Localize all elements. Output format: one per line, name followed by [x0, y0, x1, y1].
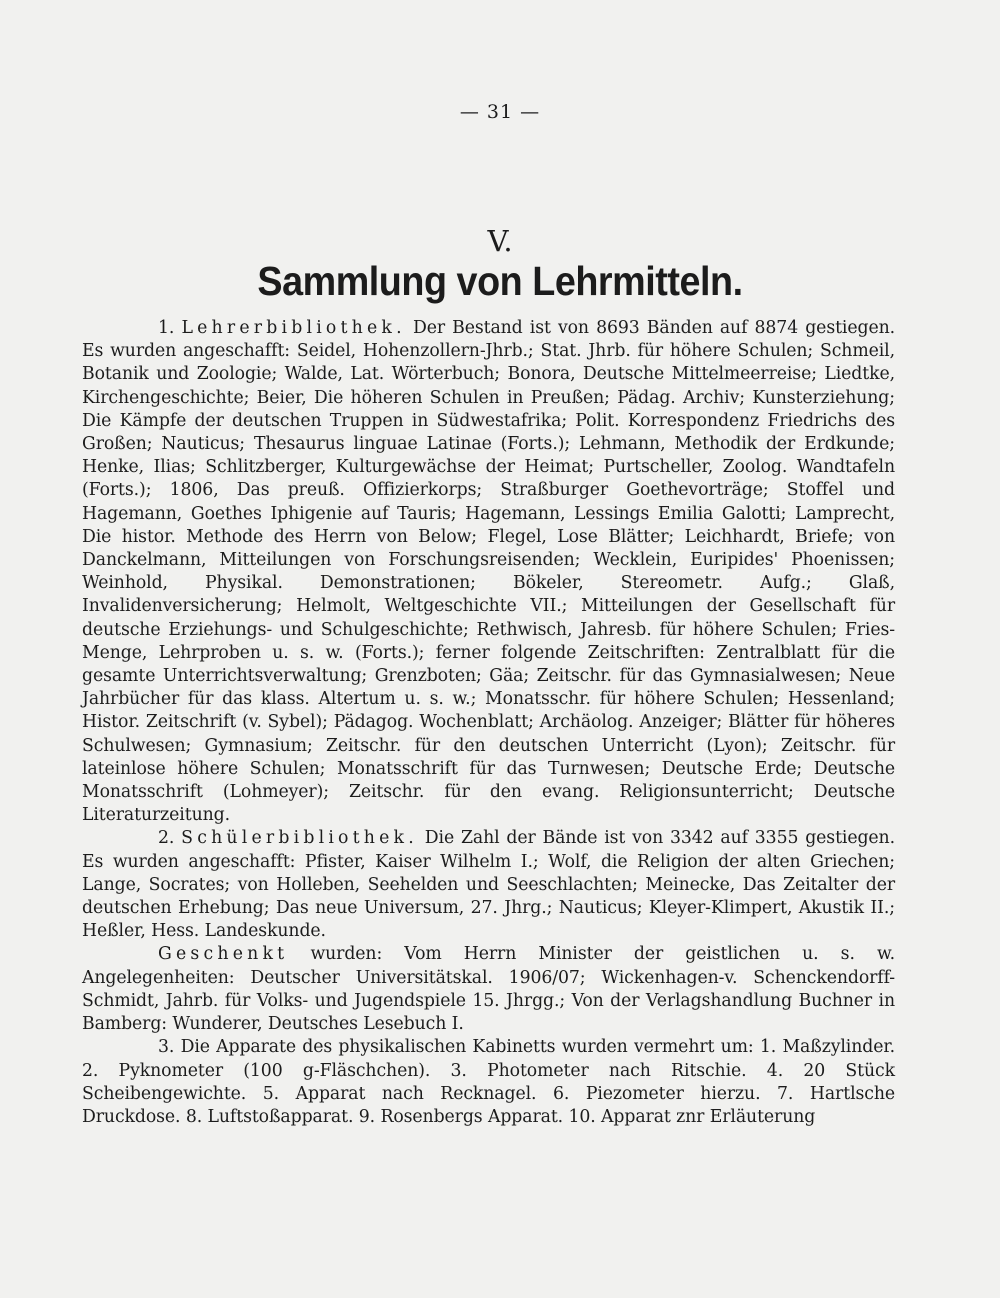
paragraph-text: Die Zahl der Bände ist von 3342 auf 3355 gestiegen. Es wurden angeschafft: Pfister, Kaiser Wilhelm I.; Wolf, die Religion der alten Griechen; Lange, Socrates; von Holleben, Seehelden und Seeschlachten; Meinecke, Das Zeitalter der deutschen Erhebung; Das neue Universum, 27. Jhrg.; Nauticus; Kleyer-Klimpert, Akustik II.; Heßler, Hess. Landeskunde. — [82, 828, 895, 942]
paragraph-number: 3. — [158, 1037, 175, 1058]
section-numeral: V. — [487, 224, 513, 258]
paragraph-text: Der Bestand ist von 8693 Bänden auf 8874 gestiegen. Es wurden angeschafft: Seidel, Hohenzollern-Jhrb.; Stat. Jhrb. für höhere Schulen; Schmeil, Botanik und Zoologie; Walde, Lat. Wörterbuch; Bonora, Deutsche Mittelmeerreise; Liedtke, Kirchengeschichte; Beier, Die höheren Schulen in Preußen; Pädag. Archiv; Kunsterziehung; Die Kämpfe der deutschen Truppen in Südwestafrika; Polit. Korrespondenz Friedrichs des Großen; Nauticus; Thesaurus linguae Latinae (Forts.); Lehmann, Methodik der Erdkunde; Henke, Ilias; Schlitzberger, Kulturgewächse der Heimat; Purtscheller, Zoolog. Wandtafeln (Forts.); 1806, Das preuß. Offizierkorps; Straßburger Goethevorträge; Stoffel und Hagemann, Goethes Iphigenie auf Tauris; Hagemann, Lessings Emilia Galotti; Lamprecht, Die histor. Methode des Herrn von Below; Flegel, Lose Blätter; Leichhardt, Briefe; von Danckelmann, Mitteilungen von Forschungsreisenden; Wecklein, Euripides' Phoenissen; Weinhold, Physikal. Demonstrationen; Bökeler, Stereometr. Aufg.; Glaß, Invalidenversicherung; Helmolt, Weltgeschichte VII.; Mitteilungen der Gesellschaft für deutsche Erziehungs- und Schulgeschichte; Rethwisch, Jahresb. für höhere Schulen; Fries-Menge, Lehrproben u. s. w. (Forts.); ferner folgende Zeitschriften: Zentralblatt für die gesamte Unterrichtsverwaltung; Grenzboten; Gäa; Zeitschr. für das Gymnasialwesen; Neue Jahrbücher für das klass. Altertum u. s. w.; Monatsschr. für höhere Schulen; Hessenland; Histor. Zeitschrift (v. Sybel); Pädagog. Wochenblatt; Archäolog. Anzeiger; Blätter für höheres Schulwesen; Gymnasium; Zeitschr. für den deutschen Unterricht (Lyon); Zeitschr. für lateinlose höhere Schulen; Monatsschrift für das Turnwesen; Deutsche Erde; Deutsche Monatsschrift (Lohmeyer); Zeitschr. für den evang. Religionsunterricht; Deutsche Literaturzeitung. — [82, 318, 895, 826]
section-title: Sammlung von Lehrmitteln. — [257, 258, 743, 304]
paragraph-text: wurden: Vom Herrn Minister der geistlichen u. s. w. Angelegenheiten: Deutscher Universitätskal. 1906/07; Wickenhagen-v. Schenckendorff-Schmidt, Jahrb. für Volks- und Jugendspiele 15. Jhrgg.; Von der Verlagshandlung Buchner in Bamberg: Wunderer, Deutsches Lesebuch I. — [82, 944, 895, 1035]
paragraph-text: Die Apparate des physikalischen Kabinetts wurden vermehrt um: 1. Maßzylinder. 2. Pyknometer (100 g-Fläschchen). 3. Photometer nach Ritschie. 4. 20 Stück Scheibengewichte. 5. Apparat nach Recknagel. 6. Piezometer hierzu. 7. Hartlsche Druckdose. 8. Luftstoßapparat. 9. Rosenbergs Apparat. 10. Apparat znr Erläuterung — [82, 1037, 895, 1127]
page-number: — 31 — — [459, 101, 541, 123]
paragraph-heading: Geschenkt — [158, 944, 289, 965]
paragraph-donations — [82, 943, 895, 1036]
paragraph-heading: Lehrerbibliothek. — [181, 318, 406, 338]
paragraph-physics-apparatus — [82, 1036, 895, 1129]
paragraph-teacher-library — [82, 317, 895, 827]
body-text — [82, 317, 895, 1129]
paragraph-heading: Schülerbibliothek. — [181, 828, 418, 849]
paragraph-number: 2. — [158, 828, 175, 849]
paragraph-student-library — [82, 827, 895, 943]
paragraph-number: 1. — [158, 318, 175, 338]
